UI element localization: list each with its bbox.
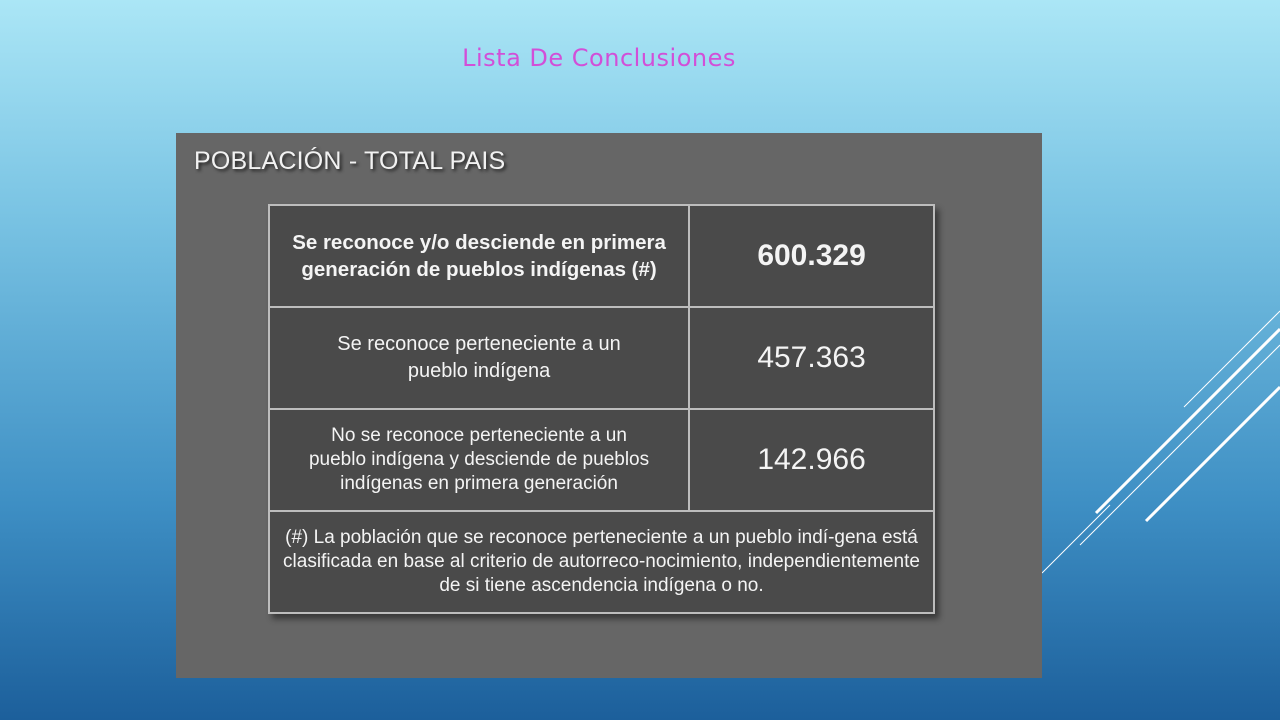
row-value: 600.329 bbox=[689, 205, 934, 307]
row-label: No se reconoce perteneciente a un pueblo indígena y desciende de pueblos indígenas en primera generación bbox=[269, 409, 689, 511]
row-label: Se reconoce y/o desciende en primera generación de pueblos indígenas (#) bbox=[269, 205, 689, 307]
table-row bbox=[269, 205, 934, 307]
row-value: 457.363 bbox=[689, 307, 934, 409]
table-row bbox=[269, 307, 934, 409]
row-value: 142.966 bbox=[689, 409, 934, 511]
population-panel bbox=[176, 133, 1042, 678]
table-row bbox=[269, 409, 934, 511]
slide-title: Lista De Conclusiones bbox=[462, 44, 736, 72]
table-row bbox=[269, 511, 934, 613]
row-label: Se reconoce perteneciente a un pueblo indígena bbox=[269, 307, 689, 409]
panel-heading: POBLACIÓN - TOTAL PAIS bbox=[194, 147, 506, 175]
footnote: (#) La población que se reconoce perteneciente a un pueblo indí-gena está clasificada en base al criterio de autorreco-nocimiento, independientemente de si tiene ascendencia indígena o no. bbox=[269, 511, 934, 613]
population-table bbox=[268, 204, 935, 614]
